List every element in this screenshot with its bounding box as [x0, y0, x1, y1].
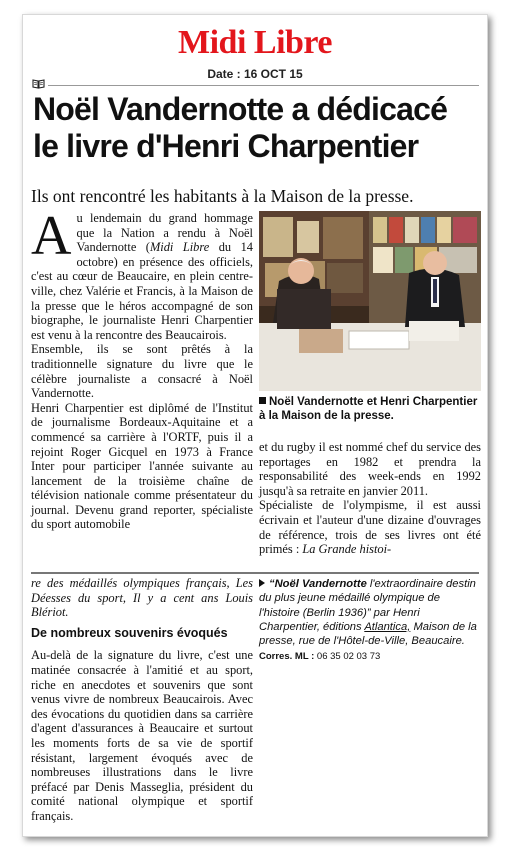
intro-midi-libre: Midi Libre	[149, 240, 210, 255]
headline-line-2: le livre d'Henri Charpentier	[33, 128, 419, 164]
col2-book-title: La Grande histoi-	[302, 542, 392, 557]
book-description: l'extraordinaire destin du plus jeune médaillé olympique de l'histoire (Berlin 1936)” par Henri Charpentier, éditions	[259, 578, 476, 633]
subheadline: Ils ont rencontré les habitants à la Maison de la presse.	[31, 186, 414, 206]
headline	[33, 91, 483, 165]
top-rule	[48, 85, 479, 86]
arrow-icon	[259, 579, 265, 587]
paragraph-2: Ensemble, ils se sont prêtés à la traditionnelle signature du livre que le célèbre journaliste a consacré à Noël Vandernotte.	[31, 342, 253, 401]
col2-text-2: Spécialiste de l'olympisme, il est aussi écrivain et l'auteur d'une dizaine d'ouvrages de référence, trois de ses livres ont été primés :	[259, 498, 481, 557]
publisher-name: Atlantica,	[364, 620, 411, 633]
section-rule	[31, 572, 479, 574]
column-3	[31, 576, 253, 824]
headline-line-1: Noël Vandernotte a dédicacé	[33, 91, 448, 127]
date-line: Date : 16 OCT 15	[207, 67, 303, 81]
newspaper-clipping	[22, 14, 488, 837]
book-title: “Noël Vandernotte	[269, 578, 367, 590]
store-address: Maison de la presse, rue de l'Hôtel-de-Ville, Beaucaire.	[259, 620, 477, 648]
caption-square-icon	[259, 397, 266, 404]
intro-paragraph	[31, 205, 253, 342]
column-1	[31, 205, 253, 532]
photo-signing	[259, 211, 481, 391]
book-info-text	[259, 577, 481, 648]
paragraph-4: Au-delà de la signature du livre, c'est une matinée consacrée à l'amitié et au sport, riche en anecdotes et souvenirs que sont venus vivre de nombreux Beaucairois. Avec des évocations du quotidien dans sa carrière d'agent d'assurances à Beaucaire et surtout les moments forts de sa vie de sportif résistant, largement évoqués avec de nombreuses illustrations dans le livre préfacé par Denis Masseglia, président du comité national olympique et sportif français.	[31, 648, 253, 823]
intro-text-2: du 14 octobre) en présence des officiels, c'est au cœur de Beaucaire, en plein centre-ville, chez Valérie et Francis, à la Maison de la presse que le héros accompagné de son biographe, le journaliste Henri Charpentier est venu à la rencontre des Beaucairois.	[31, 240, 253, 342]
correspondent-phone: 06 35 02 03 73	[314, 651, 381, 663]
dropcap: A	[31, 205, 72, 267]
photo-caption	[259, 395, 481, 423]
correspondent-line	[259, 650, 481, 664]
masthead-logo: Midi Libre	[178, 24, 332, 61]
intro-text-1: u lendemain du grand hommage que la Nation a rendu à Noël Vandernotte (	[76, 211, 253, 255]
section-heading: De nombreux souvenirs évoqués	[31, 625, 228, 640]
col2-paragraph-1: et du rugby il est nommé chef du service des reportages en 1982 et prendra la responsabilité des week-ends en 1992 jusqu'à sa retraite en janvier 2011.	[259, 440, 481, 498]
book-titles-continued: re des médaillés olympiques français, Les Déesses du sport, Il y a cent ans Louis Blériot.	[31, 576, 253, 620]
book-info-box	[259, 577, 481, 665]
correspondent-label: Corres. ML :	[259, 651, 315, 663]
caption-text: Noël Vandernotte et Henri Charpentier à la Maison de la presse.	[259, 396, 478, 422]
book-icon	[32, 78, 45, 89]
column-2	[259, 440, 481, 557]
paragraph-3: Henri Charpentier est diplômé de l'Institut de journalisme Bordeaux-Aquitaine et a commencé sa carrière à l'ORTF, puis il a rejoint Roger Gicquel en 1973 à France Inter pour participer l'année suivante au lancement de la troisième chaîne de télévision nationale comme présentateur du journal. Devenu grand reporter, spécialiste du sport automobile	[31, 400, 253, 532]
col2-paragraph-2	[259, 498, 481, 556]
